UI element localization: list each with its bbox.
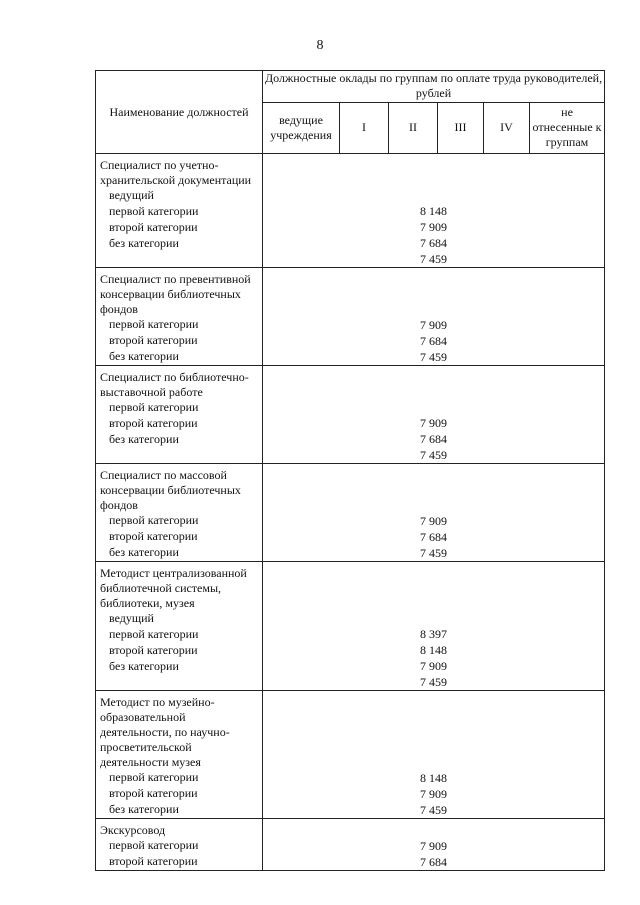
position-category-label: ведущий [109, 188, 154, 202]
salary-value: 7 909 [420, 659, 448, 673]
salary-value: 7 909 [420, 514, 448, 528]
values-spacer [263, 819, 604, 838]
position-group-cell [96, 464, 263, 562]
salary-value: 7 459 [420, 350, 448, 364]
position-category-label: первой категории [109, 317, 199, 331]
salary-value: 8 397 [420, 627, 448, 641]
position-title: Специалист по массовой консервации библиотечных фондов [100, 468, 241, 512]
table-group-row [96, 464, 605, 562]
table-group-row [96, 562, 605, 691]
header-group-2: II [389, 102, 438, 153]
values-spacer [263, 691, 604, 770]
salary-value: 7 459 [420, 448, 448, 462]
salary-value: 7 684 [420, 334, 448, 348]
salary-value: 8 148 [420, 204, 448, 218]
salary-values-cell [263, 464, 605, 562]
salary-value: 8 148 [420, 771, 448, 785]
header-not-grouped: не отнесенные к группам [530, 102, 605, 153]
position-title: Методист централизованной библиотечной системы, библиотеки, музея [100, 566, 247, 610]
position-category-label: второй категории [109, 786, 198, 800]
position-title: Специалист по учетно-хранительской документации [100, 158, 252, 187]
table-group-row [96, 268, 605, 366]
position-group-cell [96, 268, 263, 366]
position-category-label: второй категории [109, 529, 198, 543]
table-group-row [96, 366, 605, 464]
position-category-label: второй категории [109, 416, 198, 430]
position-category-label: без категории [109, 349, 179, 363]
table-group-row [96, 154, 605, 268]
table-group-row [96, 691, 605, 819]
salary-value: 7 909 [420, 318, 448, 332]
salary-value: 7 909 [420, 220, 448, 234]
position-category-label: первой категории [109, 770, 199, 784]
salary-values-cell [263, 819, 605, 871]
position-category-label: первой категории [109, 204, 199, 218]
position-category-label: первой категории [109, 400, 199, 414]
salary-value: 7 684 [420, 530, 448, 544]
salary-table [95, 70, 605, 871]
table-group-row [96, 819, 605, 871]
position-title: Экскурсовод [100, 823, 166, 837]
position-category-label: без категории [109, 236, 179, 250]
salary-value: 7 459 [420, 252, 448, 266]
position-title: Специалист по библиотечно-выставочной работе [100, 370, 249, 399]
position-category-label: без категории [109, 659, 179, 673]
page-number: 8 [316, 38, 324, 53]
position-category-label: без категории [109, 432, 179, 446]
salary-value: 7 909 [420, 787, 448, 801]
position-category-label: ведущий [109, 611, 154, 625]
salary-value: 7 909 [420, 416, 448, 430]
position-category-label: второй категории [109, 643, 198, 657]
position-category-label: первой категории [109, 838, 199, 852]
header-salary-groups: Должностные оклады по группам по оплате труда руководителей, рублей [263, 71, 605, 103]
salary-value: 7 459 [420, 675, 448, 689]
position-group-cell [96, 562, 263, 691]
values-spacer [263, 268, 604, 317]
salary-value: 7 684 [420, 432, 448, 446]
position-group-cell [96, 819, 263, 871]
salary-values-cell [263, 366, 605, 464]
header-group-1: I [340, 102, 389, 153]
values-spacer [263, 154, 604, 203]
table-body [96, 154, 605, 871]
position-category-label: второй категории [109, 220, 198, 234]
header-leading-institutions: ведущие учреждения [263, 102, 340, 153]
salary-value: 7 684 [420, 236, 448, 250]
position-group-cell [96, 366, 263, 464]
salary-value: 7 459 [420, 803, 448, 817]
values-spacer [263, 562, 604, 626]
header-position-name: Наименование должностей [96, 71, 263, 154]
salary-value: 7 459 [420, 546, 448, 560]
position-category-label: первой категории [109, 627, 199, 641]
position-group-cell [96, 154, 263, 268]
position-category-label: второй категории [109, 333, 198, 347]
values-spacer [263, 464, 604, 513]
position-group-cell [96, 691, 263, 819]
salary-values-cell [263, 154, 605, 268]
position-title: Методист по музейно-образовательной деятельности, по научно-просветительской деятельности музея [100, 695, 230, 769]
header-group-4: IV [484, 102, 530, 153]
salary-value: 7 909 [420, 839, 448, 853]
position-category-label: без категории [109, 545, 179, 559]
position-category-label: второй категории [109, 854, 198, 868]
salary-value: 7 684 [420, 855, 448, 869]
salary-values-cell [263, 562, 605, 691]
values-spacer [263, 366, 604, 415]
salary-value: 8 148 [420, 643, 448, 657]
position-title: Специалист по превентивной консервации библиотечных фондов [100, 272, 251, 316]
position-category-label: первой категории [109, 513, 199, 527]
header-group-3: III [438, 102, 484, 153]
salary-values-cell [263, 691, 605, 819]
position-category-label: без категории [109, 802, 179, 816]
salary-values-cell [263, 268, 605, 366]
